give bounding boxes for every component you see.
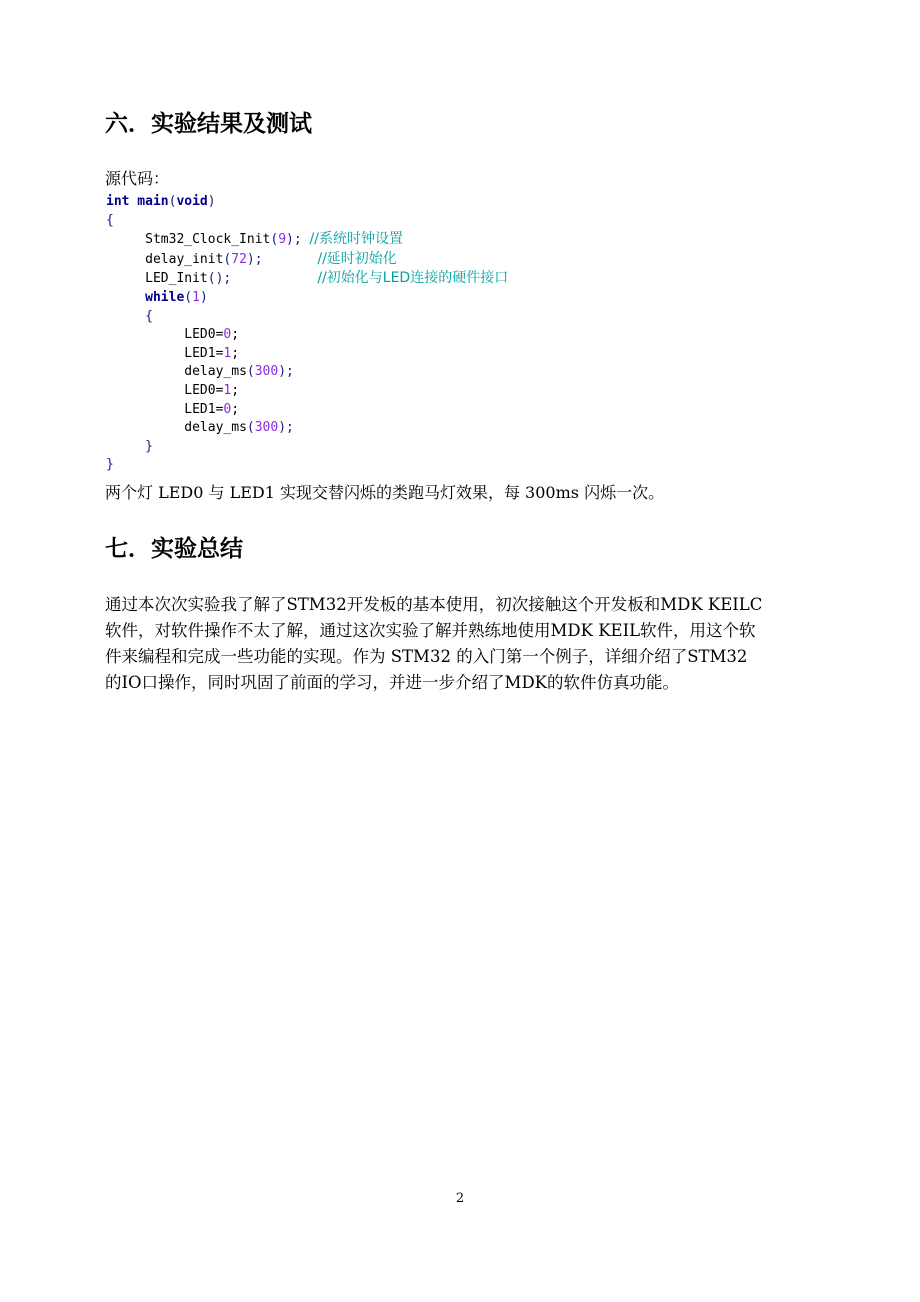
code-token: 0 (223, 327, 232, 343)
code-token: ; (231, 327, 240, 343)
code-token: LED0= (184, 327, 224, 343)
code-token: 0 (223, 401, 232, 417)
code-token: 300 (254, 364, 279, 380)
code-token: LED0= (184, 382, 224, 398)
code-token: ); (278, 420, 294, 436)
code-token: LED1= (184, 345, 224, 361)
code-token: ; (231, 401, 240, 417)
code-token: (); (207, 271, 232, 287)
section-7-heading: 七．实验总结 (105, 536, 243, 562)
code-token: ( (246, 420, 255, 436)
summary-line: 通过本次次实验我了解了STM32开发板的基本使用，初次接触这个开发板和MDK KEILC (105, 595, 763, 614)
code-token: delay_ms (184, 420, 247, 436)
summary-line: 件来编程和完成一些功能的实现。作为 STM32 的入门第一个例子，详细介绍了STM32 (105, 647, 748, 666)
code-token: { (145, 308, 153, 324)
summary-line: 的IO口操作，同时巩固了前面的学习，并进一步介绍了MDK的软件仿真功能。 (105, 673, 679, 692)
code-token: ); (246, 251, 263, 267)
result-description: 两个灯 LED0 与 LED1 实现交替闪烁的类跑马灯效果，每 300ms 闪烁一次。 (105, 483, 665, 502)
code-comment: //初始化与LED连接的硬件接口 (317, 270, 509, 287)
summary-paragraph (105, 592, 830, 696)
code-token: 72 (231, 251, 247, 267)
code-token: ( (168, 194, 177, 209)
code-comment: //延时初始化 (317, 250, 397, 267)
code-token: ) (207, 194, 216, 209)
code-token: LED1= (184, 401, 224, 417)
code-token: ( (270, 232, 279, 248)
code-token: ; (231, 345, 240, 361)
code-token: ( (184, 289, 193, 305)
code-token: } (106, 457, 114, 473)
summary-line: 软件，对软件操作不太了解，通过这次实验了解并熟练地使用MDK KEIL软件，用这个软 (105, 621, 756, 640)
code-token: } (145, 438, 153, 454)
code-block (106, 193, 508, 475)
code-token: ( (246, 364, 255, 380)
code-comment: //系统时钟设置 (309, 231, 403, 248)
code-token: LED_Init (145, 271, 208, 287)
code-token: Stm32_Clock_Init (145, 232, 271, 248)
code-token: int main (106, 194, 169, 209)
page-number: 2 (455, 1191, 465, 1206)
section-6-heading: 六．实验结果及测试 (105, 111, 312, 137)
code-token: ; (231, 382, 240, 398)
code-token: { (106, 212, 114, 228)
code-token: delay_ms (184, 364, 247, 380)
code-token: ); (278, 364, 294, 380)
code-token: ) (199, 289, 208, 305)
code-token: 1 (223, 345, 232, 361)
source-code-label: 源代码： (105, 169, 170, 188)
code-token: ( (223, 251, 232, 267)
code-token: 300 (254, 420, 279, 436)
code-token: delay_init (145, 251, 224, 267)
code-token: 1 (192, 289, 200, 305)
code-token: ); (286, 232, 302, 248)
code-token: 9 (278, 232, 287, 248)
code-token: 1 (223, 382, 232, 398)
code-token: void (176, 194, 208, 209)
code-token: while (145, 289, 185, 305)
